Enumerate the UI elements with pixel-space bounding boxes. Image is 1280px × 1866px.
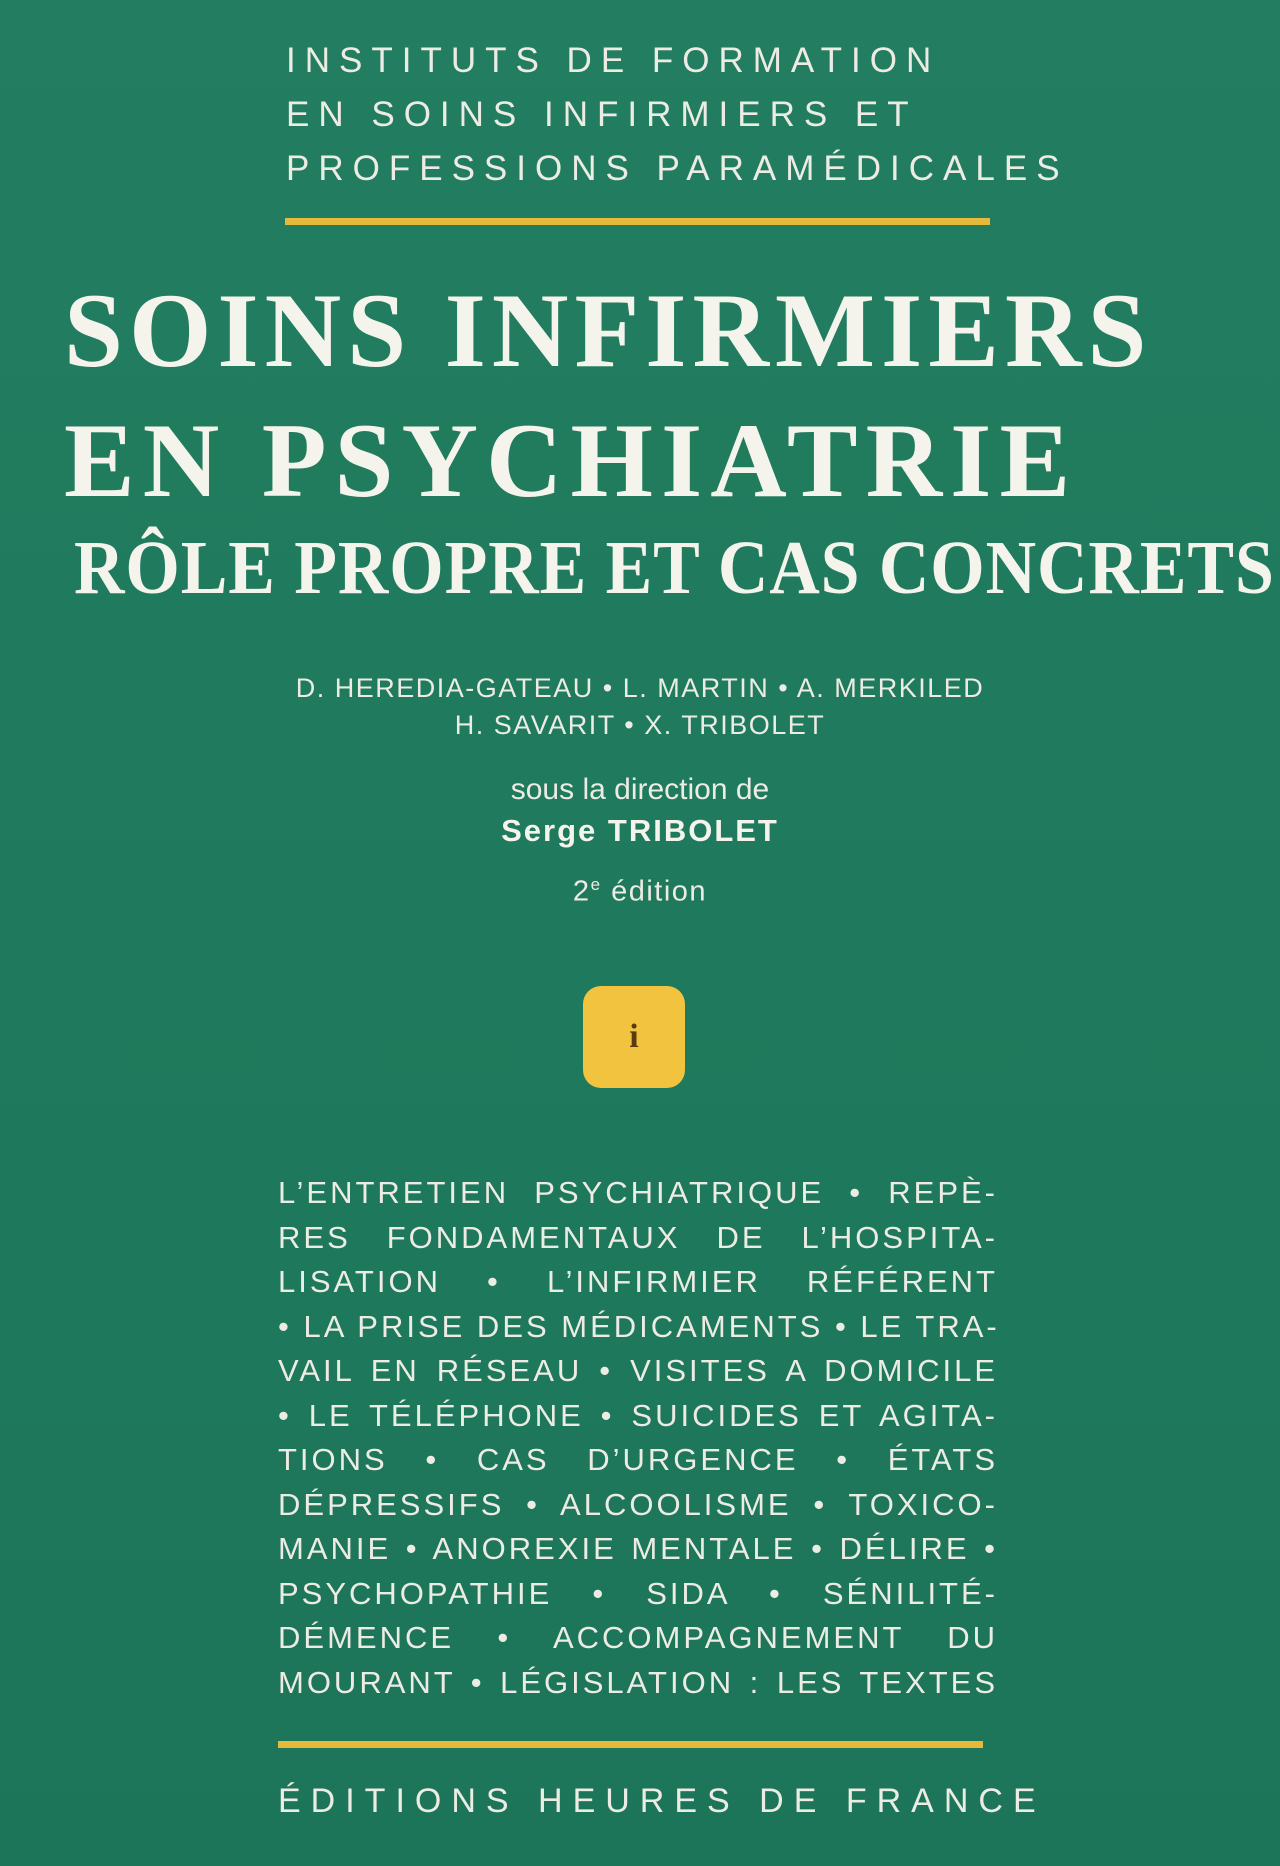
topics-line: RES FONDAMENTAUX DE L’HOSPITA- [278,1219,998,1255]
authors-line-2: H. SAVARIT • X. TRIBOLET [454,710,826,740]
series-line: INSTITUTS DE FORMATION [286,41,941,80]
authors-line-1: D. HEREDIA-GATEAU • L. MARTIN • A. MERKILED [295,673,985,703]
book-title-line-2: EN PSYCHIATRIE [64,402,1079,519]
direction-label: sous la direction de [510,773,770,806]
series-heading [286,34,1069,196]
topics-line: MANIE • ANOREXIE MENTALE • DÉLIRE • [278,1531,998,1566]
topics-list [278,1171,998,1705]
edition-label [440,875,840,909]
book-subtitle: RÔLE PROPRE ET CAS CONCRETS [74,526,1275,610]
topics-line: DÉPRESSIFS • ALCOOLISME • TOXICO- [278,1486,998,1522]
series-line: EN SOINS INFIRMIERS ET [286,95,918,134]
top-divider [285,218,990,225]
info-icon [583,986,685,1088]
director-name: Serge TRIBOLET [501,813,779,848]
topics-line: • LA PRISE DES MÉDICAMENTS • LE TRA- [278,1308,1000,1344]
topics-line: PSYCHOPATHIE • SIDA • SÉNILITÉ- [278,1575,998,1611]
topics-line: VAIL EN RÉSEAU • VISITES A DOMICILE [278,1353,998,1388]
series-line: PROFESSIONS PARAMÉDICALES [286,149,1069,188]
topics-line: • LE TÉLÉPHONE • SUICIDES ET AGITA- [278,1397,998,1433]
topics-line: TIONS • CAS D’URGENCE • ÉTATS [278,1442,998,1477]
edition-number: 2 [572,875,591,908]
topics-line: L’ENTRETIEN PSYCHIATRIQUE • REPÈ- [278,1175,998,1210]
topics-line: MOURANT • LÉGISLATION : LES TEXTES [278,1664,998,1700]
badge-letter: i [629,1018,639,1055]
book-title-line-1: SOINS INFIRMIERS [64,272,1153,389]
topics-line: LISATION • L’INFIRMIER RÉFÉRENT [278,1264,998,1299]
bottom-divider [278,1741,983,1748]
publisher-name: ÉDITIONS HEURES DE FRANCE [278,1782,1046,1820]
topics-line: DÉMENCE • ACCOMPAGNEMENT DU [278,1620,998,1655]
edition-word: édition [611,875,708,908]
edition-suffix: e [590,875,602,894]
